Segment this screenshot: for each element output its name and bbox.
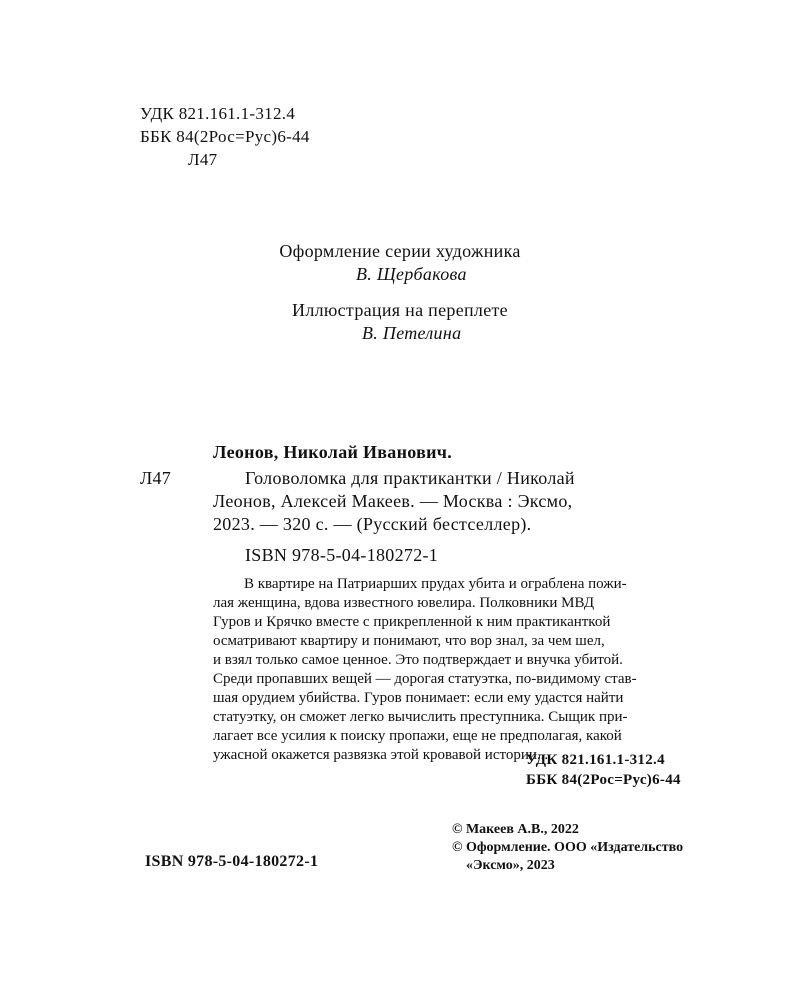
annotation-line: В квартире на Патриарших прудах убита и ограблена пожи- xyxy=(244,576,627,592)
annotation-line: шая орудием убийства. Гуров понимает: если ему удастся найти xyxy=(213,690,624,706)
bbk-code: ББК 84(2Рос=Рус)6-44 xyxy=(140,127,310,146)
annotation-line: Среди пропавших вещей — дорогая статуэтка, по-видимому став- xyxy=(213,671,637,687)
annotation-line: ужасной окажется развязка этой кровавой истории... xyxy=(213,747,549,763)
footer-isbn: ISBN 978-5-04-180272-1 xyxy=(145,853,319,870)
annotation-line: Гуров и Крячко вместе с прикрепленной к ним практиканткой xyxy=(213,614,611,630)
annotation-line: и взял только самое ценное. Это подтверждает и внучка убитой. xyxy=(213,652,623,668)
description-line: Головоломка для практикантки / Николай xyxy=(245,468,575,488)
author-mark: Л47 xyxy=(188,150,218,169)
record-author-mark: Л47 xyxy=(140,468,172,488)
description-line: 2023. — 320 с. — (Русский бестселлер). xyxy=(213,514,532,534)
series-design-name: В. Щербакова xyxy=(356,264,467,284)
bottom-udk-code: УДК 821.161.1-312.4 xyxy=(526,752,665,768)
copyright-author: © Макеев А.В., 2022 xyxy=(452,822,579,837)
annotation xyxy=(213,575,637,765)
annotation-line: осматривают квартиру и понимают, что вор знал, за чем шел, xyxy=(213,633,605,649)
series-design-label: Оформление серии художника xyxy=(279,241,521,261)
bottom-bbk-code: ББК 84(2Рос=Рус)6-44 xyxy=(526,772,681,788)
annotation-line: лая женщина, вдова известного ювелира. Полковники МВД xyxy=(213,595,595,611)
copyright-design: © Оформление. ООО «Издательство xyxy=(452,840,684,855)
udk-code: УДК 821.161.1-312.4 xyxy=(140,104,296,123)
cover-illustration-name: В. Петелина xyxy=(362,323,462,343)
description-line: Леонов, Алексей Макеев. — Москва : Эксмо, xyxy=(213,491,573,511)
annotation-line: лагает все усилия к поиску пропажи, еще не предполагая, какой xyxy=(213,728,622,744)
record-isbn: ISBN 978-5-04-180272-1 xyxy=(245,545,439,565)
author-heading: Леонов, Николай Иванович. xyxy=(213,442,453,462)
cover-illustration-label: Иллюстрация на переплете xyxy=(292,300,508,320)
annotation-line: статуэтку, он сможет легко вычислить преступника. Сыщик при- xyxy=(213,709,628,725)
copyright-publisher: «Эксмо», 2023 xyxy=(466,858,555,873)
